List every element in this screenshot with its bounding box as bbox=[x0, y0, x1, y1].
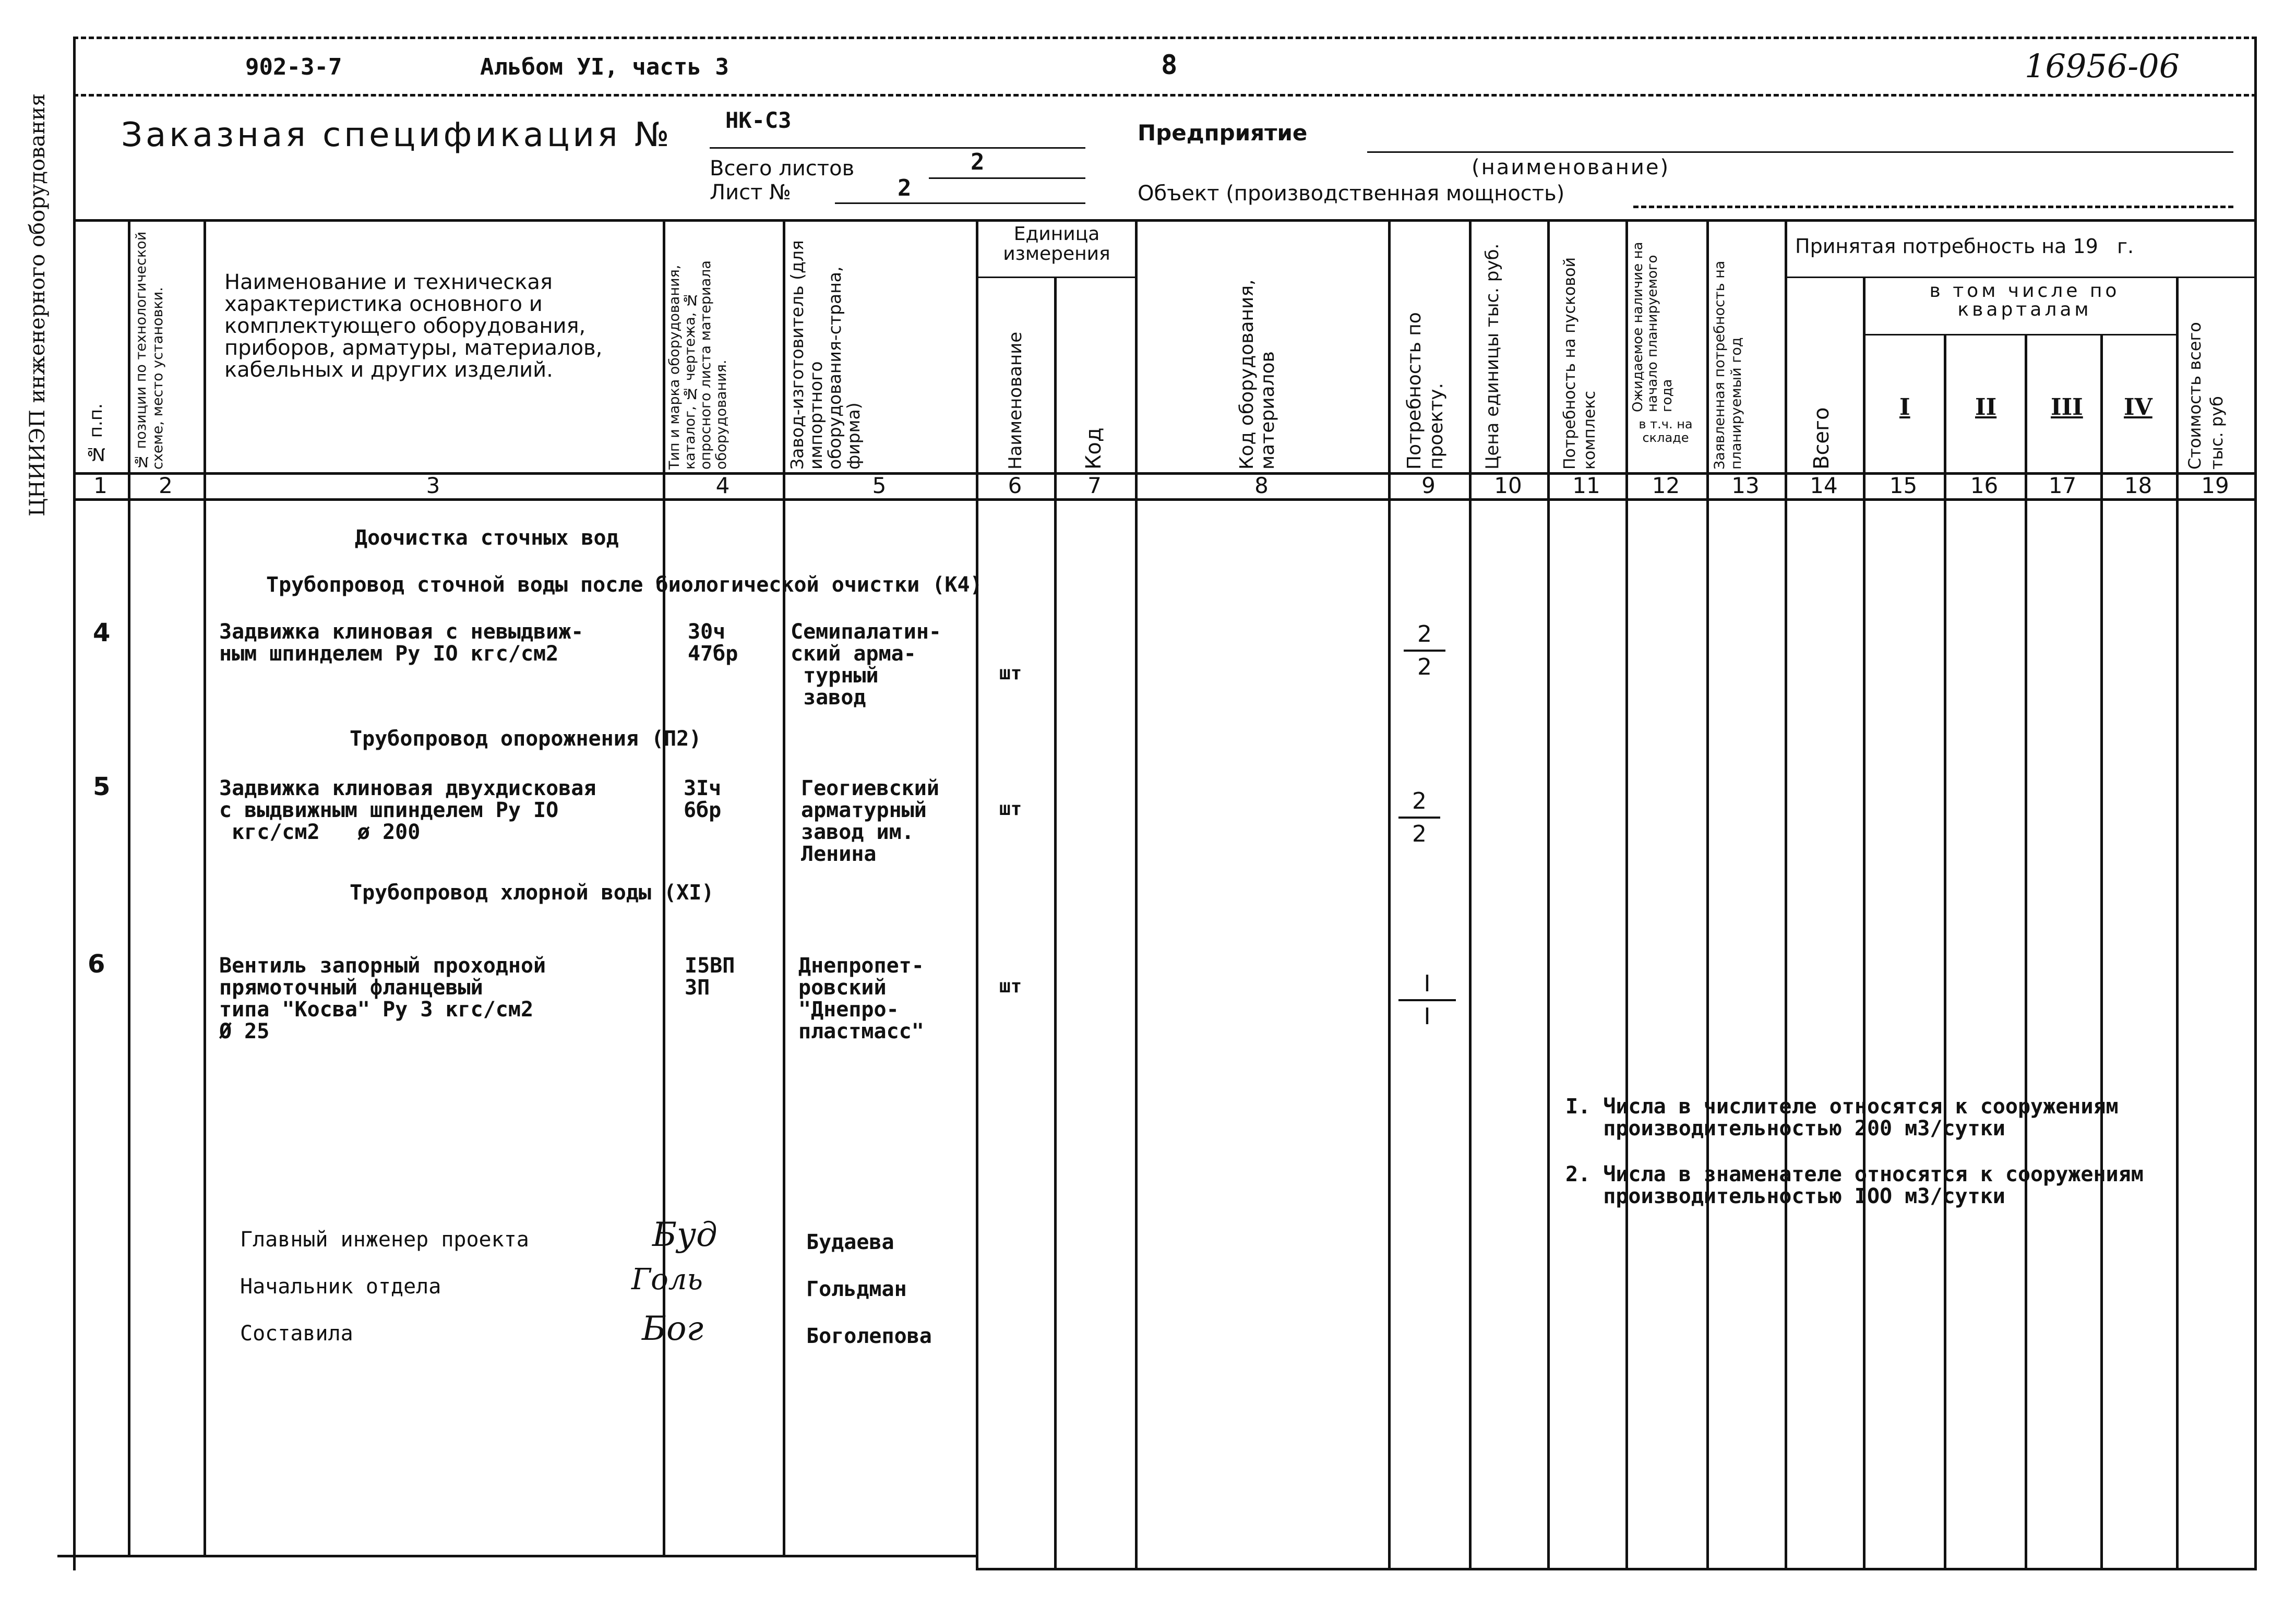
col-16-header: II bbox=[1975, 394, 1997, 421]
item-type: I5ВП 3П bbox=[685, 954, 735, 1000]
header-separator bbox=[73, 94, 2257, 97]
col-number: 3 bbox=[426, 473, 440, 498]
object-line bbox=[1633, 206, 2233, 208]
col-number: 18 bbox=[2124, 473, 2152, 498]
handwritten-signature: Голь bbox=[631, 1263, 703, 1297]
col-7-header: Код bbox=[1082, 427, 1106, 470]
col-line-8 bbox=[1388, 219, 1391, 1570]
col-19-header: Стоимость всего тыс. руб bbox=[2185, 322, 2227, 470]
quantity-fraction bbox=[1398, 788, 1440, 847]
col-line-17 bbox=[2100, 334, 2103, 1570]
col-line-11 bbox=[1625, 219, 1628, 1570]
col-line-10 bbox=[1547, 219, 1550, 1570]
note-1: I. Числа в числителе относятся к сооружениям производительностью 200 м3/сутки bbox=[1565, 1095, 2119, 1141]
section-heading: Трубопровод хлорной воды (ХI) bbox=[350, 881, 714, 905]
col-number: 11 bbox=[1572, 473, 1600, 498]
enterprise-label: Предприятие bbox=[1138, 120, 1308, 146]
row-number: 4 bbox=[93, 618, 111, 647]
handwritten-signature: Бог bbox=[642, 1310, 703, 1348]
quantity-numerator: 2 bbox=[1412, 788, 1427, 814]
signature-name: Гольдман bbox=[806, 1277, 907, 1301]
item-maker: Семипалатин- ский арма- турный завод bbox=[791, 620, 941, 710]
item-name: Вентиль запорный проходной прямоточный фланцевый типа "Косва" Ру 3 кгс/см2 Ø 25 bbox=[219, 954, 546, 1043]
total-sheets-line bbox=[929, 177, 1085, 179]
col-6-header: Наименование bbox=[1005, 331, 1026, 470]
quantity-numerator: I bbox=[1424, 970, 1431, 997]
spec-number: НК-С3 bbox=[725, 107, 792, 133]
top-border bbox=[73, 37, 2257, 39]
col-number: 2 bbox=[159, 473, 173, 498]
quantity-denominator: 2 bbox=[1417, 654, 1432, 680]
col-line-12 bbox=[1706, 219, 1709, 1570]
col-18-header: IV bbox=[2124, 394, 2152, 421]
col-number: 10 bbox=[1494, 473, 1522, 498]
col-17-header: III bbox=[2051, 394, 2083, 421]
col-number: 14 bbox=[1810, 473, 1838, 498]
col-number: 9 bbox=[1421, 473, 1436, 498]
side-label: ЦНИИЭП инженерного оборудования bbox=[26, 93, 50, 517]
sheet-label: Лист № bbox=[710, 181, 791, 205]
quantity-fraction bbox=[1404, 621, 1445, 680]
spec-number-line bbox=[710, 147, 1085, 149]
page-number: 8 bbox=[1161, 50, 1178, 81]
col-5-header: Завод-изготовитель (для импортного оборудования-страна, фирма) bbox=[787, 240, 864, 470]
item-unit: шт bbox=[999, 663, 1022, 684]
col-3-header: Наименование и техническая характеристика основного и комплектующего оборудования, приборов, арматуры, материалов, кабельных и других изделий. bbox=[224, 270, 603, 382]
signature-role-compiler: Составила bbox=[240, 1322, 353, 1346]
item-maker: Геогиевский арматурный завод им. Ленина bbox=[801, 776, 939, 866]
bottom-border bbox=[976, 1568, 2257, 1570]
col-number: 6 bbox=[1008, 473, 1022, 498]
col-9-header: Потребность по проекту. bbox=[1404, 312, 1447, 470]
item-unit: шт bbox=[999, 798, 1022, 820]
doc-number: 16956-06 bbox=[2025, 47, 2180, 85]
item-name: Задвижка клиновая с невыдвиж- ным шпинделем Ру IО кгс/см2 bbox=[219, 620, 584, 666]
item-type: 30ч 47бр bbox=[688, 620, 738, 666]
col-number: 13 bbox=[1731, 473, 1760, 498]
row-number: 6 bbox=[88, 950, 105, 979]
col-11-header: Потребность на пусковой комплекс bbox=[1561, 257, 1599, 470]
handwritten-signature: Буд bbox=[652, 1216, 718, 1254]
project-code: 902-3-7 bbox=[245, 54, 342, 80]
unit-group-line bbox=[976, 277, 1135, 278]
album-label: Альбом УI, часть 3 bbox=[480, 54, 729, 80]
table-top bbox=[73, 219, 2257, 222]
col-number: 8 bbox=[1254, 473, 1269, 498]
signature-role-department-head: Начальник отдела bbox=[240, 1275, 441, 1299]
section-heading: Трубопровод опорожнения (П2) bbox=[350, 727, 702, 751]
fraction-bar bbox=[1404, 650, 1445, 652]
col-number: 16 bbox=[1970, 473, 1999, 498]
object-label: Объект (производственная мощность) bbox=[1138, 182, 1565, 206]
item-unit: шт bbox=[999, 976, 1022, 997]
col-10-header: Цена единицы тыс. руб. bbox=[1482, 243, 1503, 470]
col-line-18 bbox=[2176, 277, 2179, 1570]
col-line-7 bbox=[1135, 219, 1138, 1570]
fraction-bar bbox=[1398, 999, 1456, 1001]
left-border bbox=[73, 37, 76, 1570]
quantity-denominator: 2 bbox=[1412, 821, 1427, 847]
unit-group-header: Единица измерения bbox=[1003, 223, 1110, 265]
col-number: 15 bbox=[1889, 473, 1918, 498]
col-line-1 bbox=[128, 219, 130, 1555]
col-line-2 bbox=[204, 219, 206, 1555]
col-number: 4 bbox=[715, 473, 730, 498]
signature-name: Будаева bbox=[806, 1230, 894, 1254]
col-13-header: Заявленная потребность на планируемый год bbox=[1712, 260, 1744, 470]
signature-name: Боголепова bbox=[806, 1324, 932, 1348]
col-line-9 bbox=[1469, 219, 1472, 1570]
column-number-bottom bbox=[73, 498, 2257, 501]
col-15-header: I bbox=[1899, 394, 1910, 421]
col-number: 17 bbox=[2048, 473, 2077, 498]
col-12-header: Ожидаемое наличие на начало планируемого года bbox=[1630, 242, 1675, 412]
section-heading: Доочистка сточных вод bbox=[355, 526, 619, 550]
sheet-value: 2 bbox=[898, 175, 912, 201]
row-number: 5 bbox=[93, 772, 111, 801]
col-8-header: Код оборудования, материалов bbox=[1236, 279, 1278, 470]
col-14-header: Всего bbox=[1810, 407, 1834, 470]
col-line-14 bbox=[1863, 277, 1866, 1570]
total-sheets-label: Всего листов bbox=[710, 157, 855, 181]
col-line-13 bbox=[1785, 219, 1787, 1570]
col-number: 7 bbox=[1087, 473, 1102, 498]
item-name: Задвижка клиновая двухдисковая с выдвижным шпинделем Ру IО кгс/см2 ø 200 bbox=[219, 776, 596, 844]
enterprise-line bbox=[1367, 151, 2233, 153]
signature-role-chief-engineer: Главный инженер проекта bbox=[240, 1228, 529, 1252]
section-heading: Трубопровод сточной воды после биологической очистки (К4) bbox=[266, 573, 983, 597]
col-line-16 bbox=[2025, 334, 2027, 1570]
col-line-4 bbox=[783, 219, 785, 1555]
bottom-border-left bbox=[57, 1555, 976, 1557]
accepted-group-header: Принятая потребность на 19 г. bbox=[1795, 235, 2134, 258]
col-number: 1 bbox=[93, 473, 107, 498]
col-4-header: Тип и марка оборудования, каталог, № чертежа, № опросного листа материала оборудования. bbox=[666, 260, 730, 470]
col-number: 5 bbox=[872, 473, 887, 498]
quantity-numerator: 2 bbox=[1417, 621, 1432, 647]
item-type: 3Iч 6бр bbox=[684, 776, 722, 822]
col-12-sub-header: в т.ч. на складе bbox=[1639, 417, 1693, 445]
col-line-6 bbox=[1054, 277, 1057, 1570]
item-maker: Днепропет- ровский "Днепро- пластмасс" bbox=[798, 954, 924, 1043]
quarter-group-header: в том числе по кварталам bbox=[1929, 280, 2120, 320]
sheet-line bbox=[835, 202, 1085, 204]
right-border bbox=[2254, 37, 2257, 1570]
total-sheets-value: 2 bbox=[971, 149, 985, 175]
fraction-bar bbox=[1398, 817, 1440, 819]
name-label: (наименование) bbox=[1472, 155, 1670, 179]
accepted-group-line bbox=[1785, 277, 2257, 278]
quantity-denominator: I bbox=[1424, 1003, 1431, 1030]
quantity-fraction bbox=[1398, 970, 1456, 1030]
col-2-header: № позиции по технологической схеме, место установки. bbox=[133, 231, 166, 470]
col-line-15 bbox=[1944, 334, 1946, 1570]
col-number: 12 bbox=[1652, 473, 1680, 498]
col-1-header: № п.п. bbox=[86, 403, 106, 464]
quarter-group-line bbox=[1863, 334, 2176, 335]
col-line-5 bbox=[976, 219, 978, 1570]
spec-title: Заказная спецификация № bbox=[121, 116, 673, 154]
note-2: 2. Числа в знаменателе относятся к сооружениям производительностью IОО м3/сутки bbox=[1565, 1162, 2144, 1208]
col-number: 19 bbox=[2201, 473, 2229, 498]
